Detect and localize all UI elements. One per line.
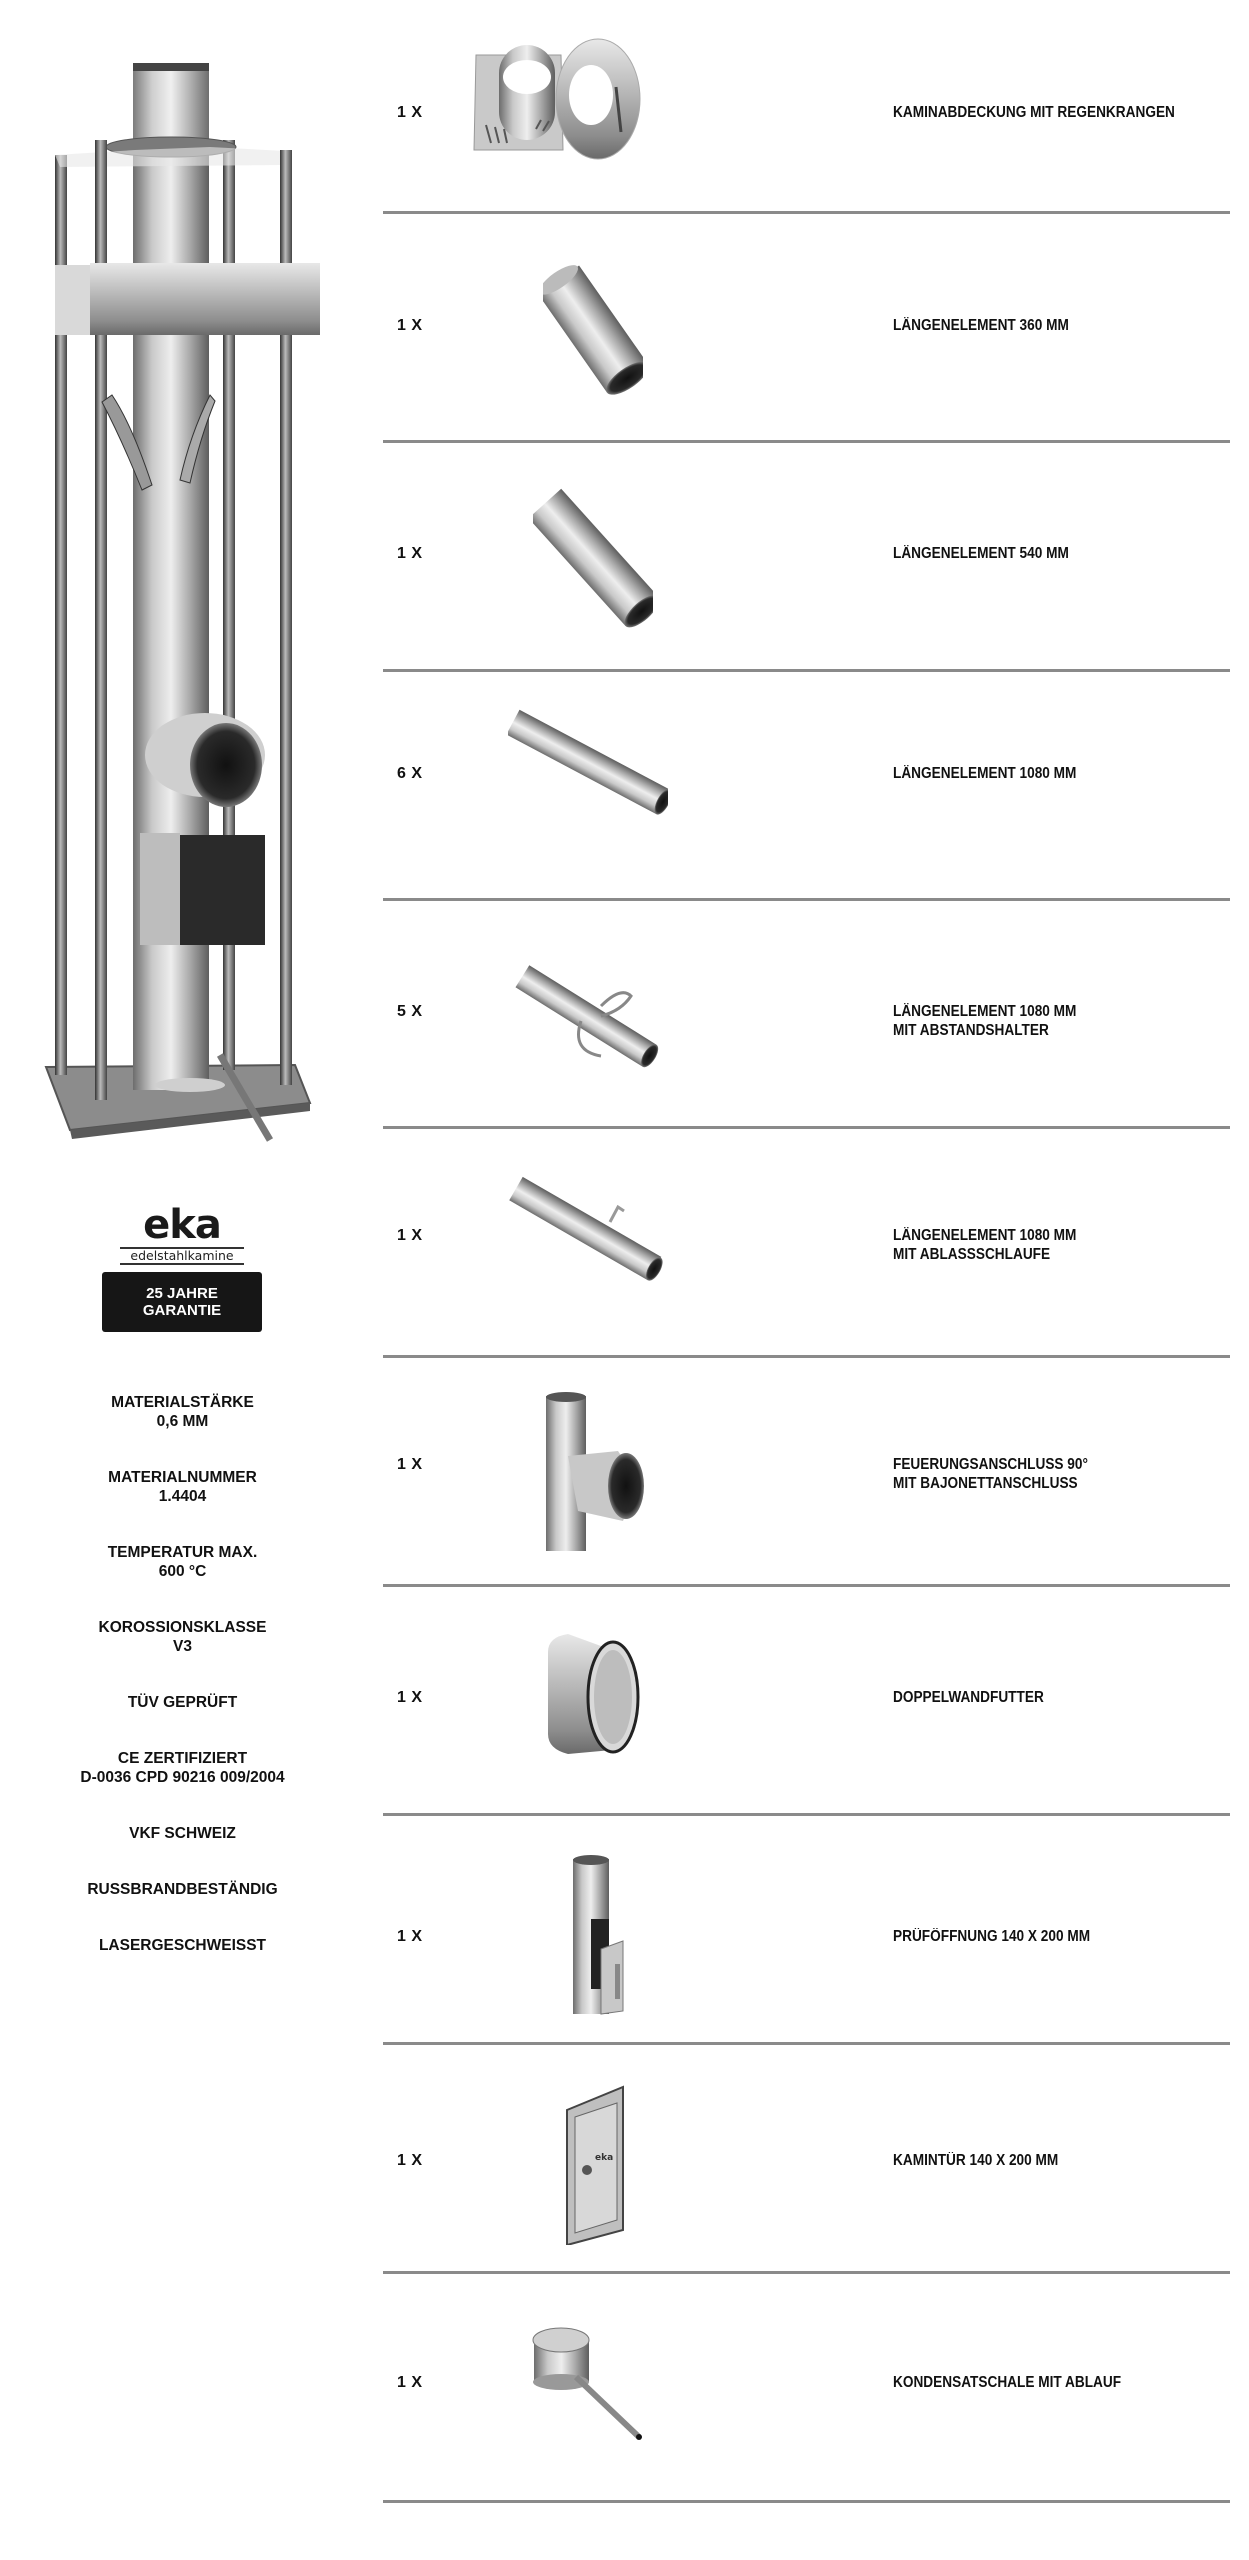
part-label: KAMINABDECKUNG MIT REGENKRANGEN — [893, 104, 1175, 121]
spec-value: V3 — [173, 1638, 192, 1655]
spec-title: MATERIALSTÄRKE — [111, 1394, 254, 1411]
pipe-1080-drain-icon — [505, 1174, 665, 1284]
part-label: FEUERUNGSANSCHLUSS 90° MIT BAJONETTANSCHLUSS — [893, 1456, 1088, 1492]
spec-item — [0, 1693, 365, 1712]
tee-connector-icon — [538, 1391, 648, 1556]
eka-logo — [102, 1202, 262, 1265]
quantity: 1 X — [397, 2374, 423, 2391]
list-item — [383, 2274, 1230, 2503]
list-item — [383, 1587, 1230, 1816]
rain-collar-icon — [553, 37, 643, 162]
list-item — [383, 1129, 1230, 1358]
spec-list — [0, 1393, 365, 1955]
spec-title: MATERIALNUMMER — [108, 1469, 257, 1486]
quantity: 1 X — [397, 1456, 423, 1473]
quantity: 1 X — [397, 317, 423, 334]
quantity: 1 X — [397, 104, 423, 121]
part-label: LÄNGENELEMENT 360 MM — [893, 317, 1069, 334]
spec-title: TÜV GEPRÜFT — [127, 1694, 238, 1711]
logo-subtitle: edelstahlkamine — [120, 1247, 244, 1265]
spec-item — [0, 1618, 365, 1656]
logo-wordmark: eka — [143, 1202, 221, 1248]
badge-line-2: GARANTIE — [142, 1302, 222, 1319]
warranty-badge — [102, 1272, 262, 1332]
left-column — [0, 0, 380, 2560]
inspection-pipe-icon — [571, 1854, 631, 2019]
wall-sleeve-icon — [543, 1632, 643, 1757]
list-item — [383, 1358, 1230, 1587]
list-item — [383, 901, 1230, 1130]
chimney-door-icon — [565, 2085, 630, 2245]
badge-line-1: 25 JAHRE — [146, 1285, 218, 1302]
part-label: KONDENSATSCHALE MIT ABLAUF — [893, 2374, 1122, 2391]
spec-value: D-0036 CPD 90216 009/2004 — [80, 1769, 285, 1786]
chimney-assembly-photo — [40, 55, 320, 1155]
part-label: DOPPELWANDFUTTER — [893, 1689, 1044, 1706]
quantity: 1 X — [397, 2152, 423, 2169]
spec-title: CE ZERTIFIZIERT — [117, 1750, 248, 1767]
svg-text:eka: eka — [595, 2153, 614, 2163]
spec-value: 600 °C — [158, 1563, 207, 1580]
spec-item — [0, 1393, 365, 1431]
spec-title: KOROSSIONSKLASSE — [98, 1619, 267, 1636]
quantity: 1 X — [397, 1689, 423, 1706]
quantity: 1 X — [397, 1227, 423, 1244]
pipe-540-icon — [533, 485, 653, 630]
condensate-bowl-icon — [531, 2322, 651, 2452]
list-item — [383, 443, 1230, 672]
spec-item — [0, 1936, 365, 1955]
spec-item — [0, 1543, 365, 1581]
part-label: KAMINTÜR 140 X 200 MM — [893, 2152, 1059, 2169]
pipe-1080-icon — [508, 702, 668, 822]
part-label: PRÜFÖFFNUNG 140 X 200 MM — [893, 1928, 1091, 1945]
spec-value: 1.4404 — [158, 1488, 207, 1505]
spec-title: TEMPERATUR MAX. — [107, 1544, 258, 1561]
pipe-1080-spacer-icon — [511, 961, 661, 1071]
quantity: 6 X — [397, 765, 423, 782]
part-label: LÄNGENELEMENT 1080 MM MIT ABSTANDSHALTER — [893, 1003, 1077, 1039]
list-item — [383, 672, 1230, 901]
spec-item — [0, 1468, 365, 1506]
spec-item — [0, 1824, 365, 1843]
spec-value: 0,6 MM — [156, 1413, 209, 1430]
list-item — [383, 2045, 1230, 2274]
part-label: LÄNGENELEMENT 1080 MM — [893, 765, 1077, 782]
spec-title: RUSSBRANDBESTÄNDIG — [87, 1881, 278, 1898]
spec-item — [0, 1749, 365, 1787]
quantity: 1 X — [397, 545, 423, 562]
separator — [383, 2500, 1230, 2503]
list-item — [383, 0, 1230, 214]
spec-title: LASERGESCHWEISST — [98, 1937, 267, 1954]
spec-item — [0, 1880, 365, 1899]
spec-title: VKF SCHWEIZ — [129, 1825, 236, 1842]
part-label: LÄNGENELEMENT 540 MM — [893, 545, 1069, 562]
pipe-360-icon — [543, 259, 643, 399]
quantity: 5 X — [397, 1003, 423, 1020]
quantity: 1 X — [397, 1928, 423, 1945]
part-label: LÄNGENELEMENT 1080 MM MIT ABLASSSCHLAUFE — [893, 1227, 1077, 1263]
list-item — [383, 1816, 1230, 2045]
list-item — [383, 214, 1230, 443]
